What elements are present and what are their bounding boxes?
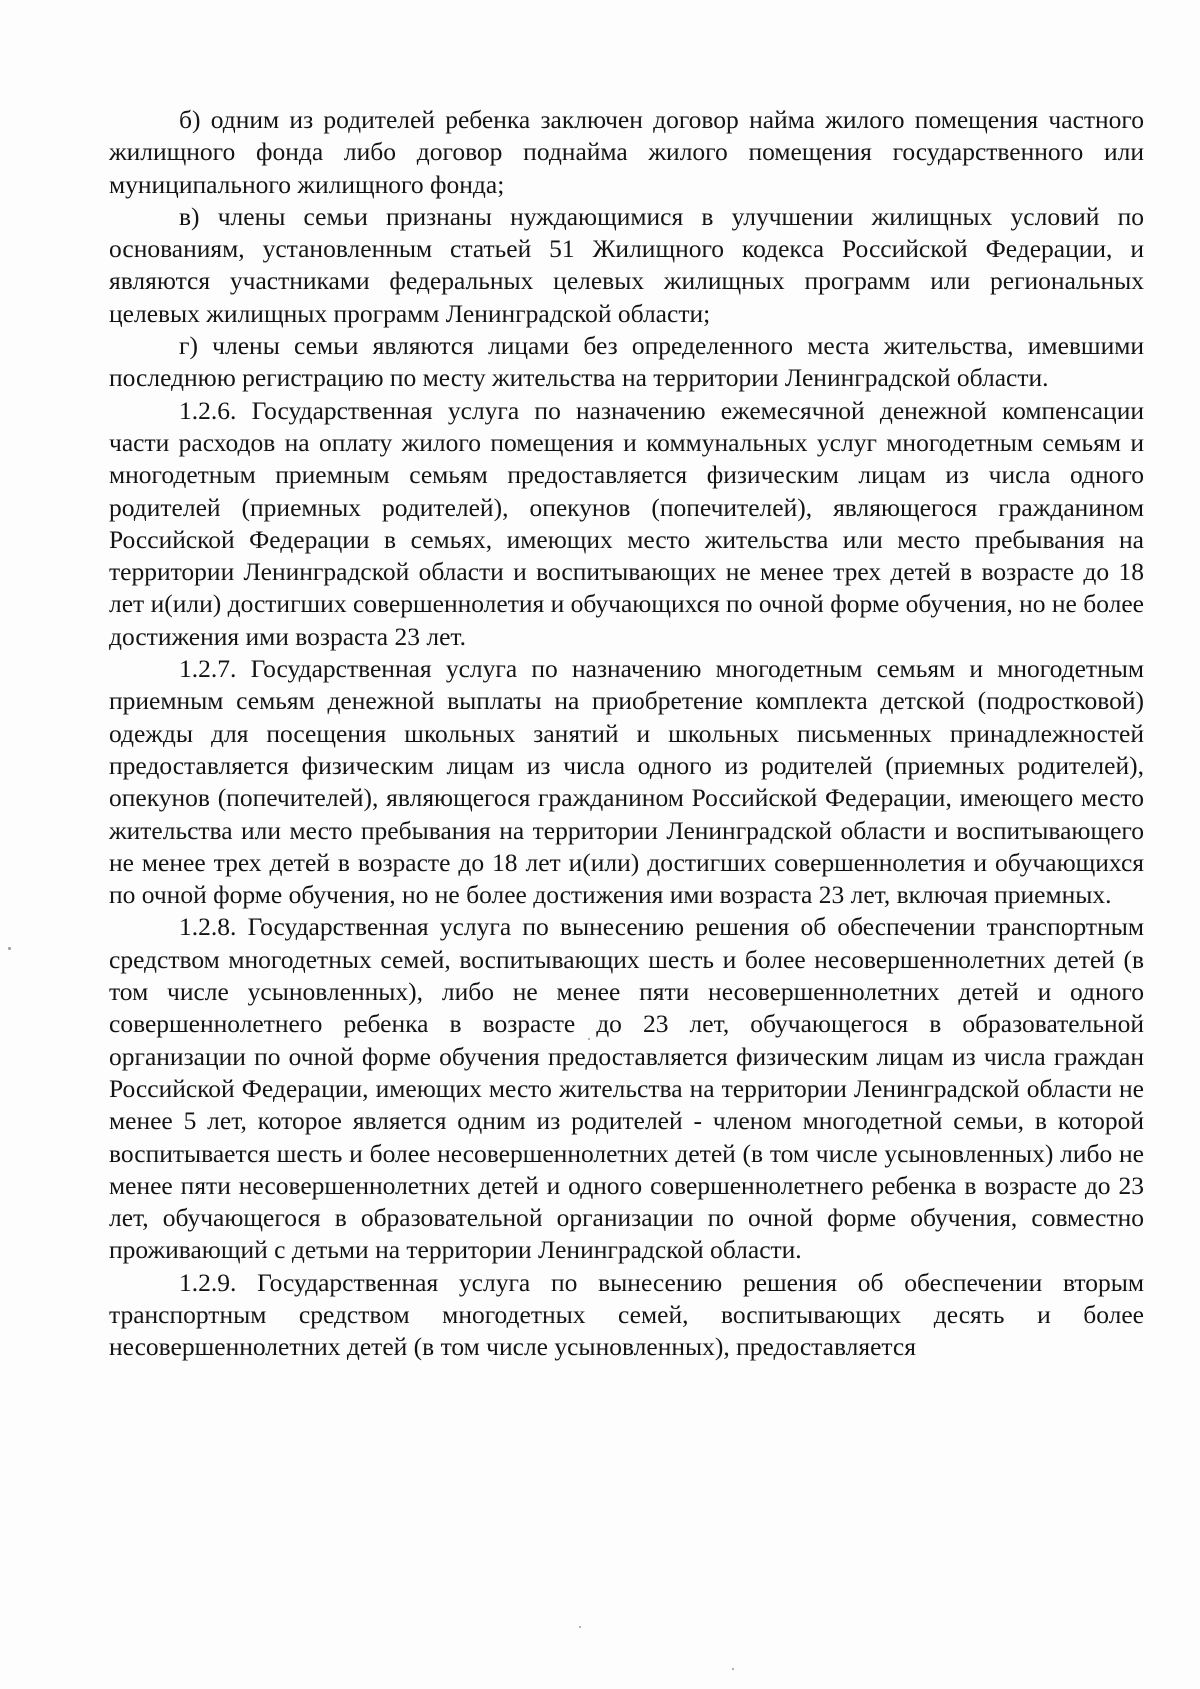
- scan-speck: [8, 947, 11, 950]
- paragraph-1-2-9: 1.2.9. Государственная услуга по вынесению решения об обеспечении вторым транспортным средством многодетных семей, воспитывающих десять и более несовершеннолетних детей (в том числе усыновленных), предоставляется: [109, 1267, 1144, 1362]
- paragraph-g-no-fixed-residence: г) члены семьи являются лицами без определенного места жительства, имевшими последнюю регистрацию по месту жительства на территории Ленинградской области.: [109, 331, 1144, 393]
- paragraph-1-2-8: 1.2.8. Государственная услуга по вынесению решения об обеспечении транспортным средством многодетных семей, воспитывающих шесть и более несовершеннолетних детей (в том числе усыновленных), либо не менее пяти несовершеннолетних детей и одного совершеннолетнего ребенка в возрасте до 23 лет, обучающегося в образовательной организации по очной форме обучения предоставляется физическим лицам из числа граждан Российской Федерации, имеющих место жительства на территории Ленинградской области не менее 5 лет, которое является одним из родителей - членом многодетной семьи, в которой воспитывается шесть и более несовершеннолетних детей (в том числе усыновленных) либо не менее пяти несовершеннолетних детей и одного совершеннолетнего ребенка в возрасте до 23 лет, обучающегося в образовательной организации по очной форме обучения, совместно проживающий с детьми на территории Ленинградской области.: [109, 912, 1144, 1265]
- paragraph-b-rental-contract: б) одним из родителей ребенка заключен договор найма жилого помещения частного жилищного фонда либо договор поднайма жилого помещения государственного или муниципального жилищного фонда;: [109, 105, 1144, 199]
- paragraph-1-2-7: 1.2.7. Государственная услуга по назначению многодетным семьям и многодетным приемным семьям денежной выплаты на приобретение комплекта детской (подростковой) одежды для посещения школьных занятий и школьных письменных принадлежностей предоставляется физическим лицам из числа одного из родителей (приемных родителей), опекунов (попечителей), являющегося гражданином Российской Федерации, имеющего место жительства или место пребывания на территории Ленинградской области и воспитывающего не менее трех детей в возрасте до 18 лет и(или) достигших совершеннолетия и обучающихся по очной форме обучения, но не более достижения ими возраста 23 лет, включая приемных.: [109, 654, 1144, 910]
- document-body: [109, 104, 1144, 1364]
- paragraph-1-2-6: 1.2.6. Государственная услуга по назначению ежемесячной денежной компенсации части расходов на оплату жилого помещения и коммунальных услуг многодетным семьям и многодетным приемным семьям предоставляется физическим лицам из числа одного родителей (приемных родителей), опекунов (попечителей), являющегося гражданином Российской Федерации в семьях, имеющих место жительства или место пребывания на территории Ленинградской области и воспитывающих не менее трех детей в возрасте до 18 лет и(или) достигших совершеннолетия и обучающихся по очной форме обучения, но не более достижения ими возраста 23 лет.: [109, 395, 1144, 651]
- scan-speck: [732, 1668, 734, 1670]
- paragraph-v-housing-needs: в) члены семьи признаны нуждающимися в улучшении жилищных условий по основаниям, установленным статьей 51 Жилищного кодекса Российской Федерации, и являются участниками федеральных целевых жилищных программ или региональных целевых жилищных программ Ленинградской области;: [109, 201, 1144, 328]
- scan-speck: [579, 1626, 581, 1628]
- scan-speck: [588, 1038, 590, 1040]
